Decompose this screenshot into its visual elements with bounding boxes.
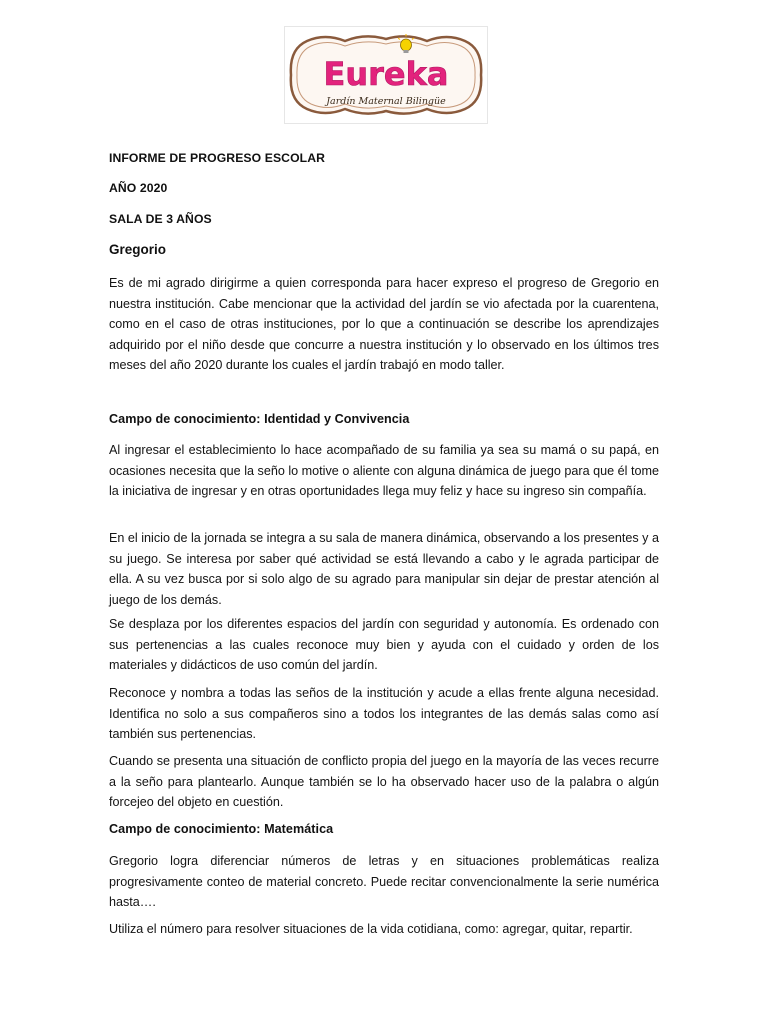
section2-paragraph-2: Utiliza el número para resolver situaciones de la vida cotidiana, como: agregar, quitar, repartir. — [109, 922, 633, 936]
logo-tagline: Jardín Maternal Bilingüe — [326, 96, 446, 107]
section1-paragraph-5: Cuando se presenta una situación de conflicto propia del juego en la mayoría de las veces recurre a la seño para plantearlo. Aunque también se lo ha observado hacer uso de la palabra o algún forcejeo del objeto en cuestión. — [109, 754, 659, 810]
section-title-identidad: Campo de conocimiento: Identidad y Convivencia — [109, 412, 410, 426]
classroom-label: SALA DE 3 AÑOS — [109, 212, 212, 226]
eureka-logo-graphic — [285, 27, 487, 123]
section-title-matematica: Campo de conocimiento: Matemática — [109, 822, 334, 836]
section2-paragraph-1: Gregorio logra diferenciar números de letras y en situaciones problemáticas realiza progresivamente conteo de material concreto. Puede recitar convencionalmente la serie numérica hasta…. — [109, 854, 659, 910]
report-year: AÑO 2020 — [109, 181, 168, 195]
section1-paragraph-3: Se desplaza por los diferentes espacios del jardín con seguridad y autonomía. Es ordenado con sus pertenencias a las cuales reconoce muy bien y ayuda con el cuidado y orden de los materiales y didácticos de uso común del jardín. — [109, 617, 659, 673]
report-title: INFORME DE PROGRESO ESCOLAR — [109, 151, 325, 165]
section1-paragraph-4: Reconoce y nombra a todas las seños de la institución y acude a ellas frente alguna necesidad. Identifica no solo a sus compañeros sino a todos los integrantes de las demás salas como así también sus pertenencias. — [109, 686, 659, 742]
section1-paragraph-2: En el inicio de la jornada se integra a su sala de manera dinámica, observando a los presentes y a su juego. Se interesa por saber qué actividad se está llevando a cabo y le agrada participar de ella. A su vez busca por si solo algo de su agrado para manipular sin dejar de prestar atención al juego de los demás. — [109, 531, 659, 607]
section1-paragraph-1: Al ingresar el establecimiento lo hace acompañado de su familia ya sea su mamá o su papá, en ocasiones necesita que la seño lo motive o aliente con alguna dinámica de juego para que él tome la iniciativa de ingresar y en otras oportunidades llega muy feliz y hace su ingreso sin compañía. — [109, 443, 659, 499]
student-name: Gregorio — [109, 242, 167, 257]
logo-brand: Eureka — [323, 55, 449, 93]
school-logo — [284, 26, 488, 124]
intro-paragraph: Es de mi agrado dirigirme a quien corresponda para hacer expreso el progreso de Gregorio en nuestra institución. Cabe mencionar que la actividad del jardín se vio afectada por la cuarentena, como en el caso de otras instituciones, por lo que a continuación se describe los aprendizajes adquirido por el niño desde que concurre a nuestra institución y lo observado en los últimos tres meses del año 2020 durante los cuales el jardín trabajó en modo taller. — [109, 276, 659, 373]
